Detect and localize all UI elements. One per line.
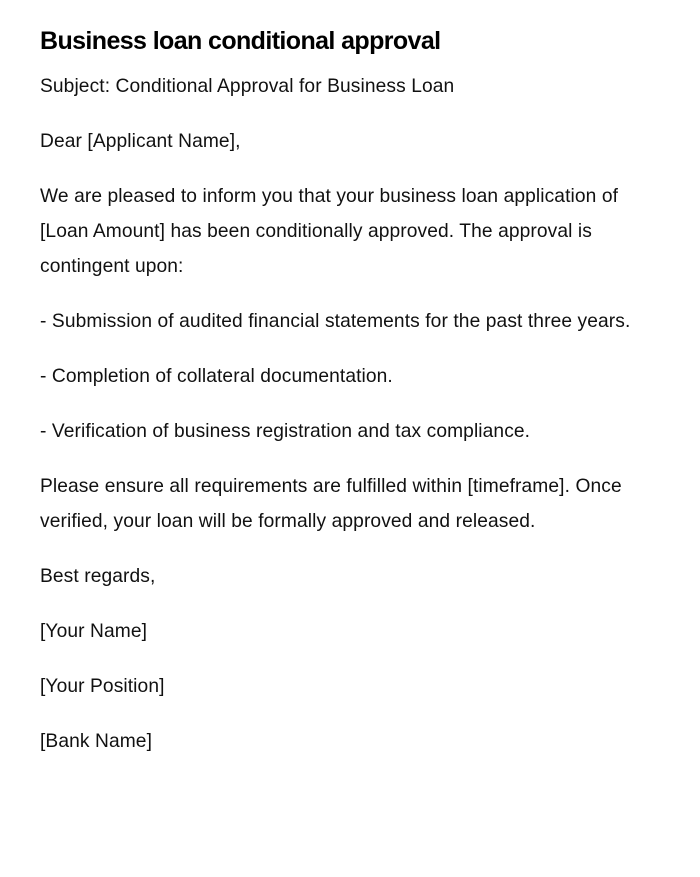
signature-position: [Your Position] [40, 676, 165, 697]
signature-name: [Your Name] [40, 621, 148, 642]
condition-item: - Verification of business registration and tax compliance. [40, 421, 531, 442]
condition-item: - Submission of audited financial statements for the past three years. [40, 311, 631, 332]
conditions-list [40, 304, 660, 449]
document-title: Business loan conditional approval [40, 27, 441, 55]
closing-paragraph: Please ensure all requirements are fulfilled within [timeframe]. Once verified, your loan will be formally approved and released. [40, 476, 622, 532]
subject-line: Subject: Conditional Approval for Business Loan [40, 76, 455, 97]
letter-document [40, 0, 660, 759]
signature-bank: [Bank Name] [40, 731, 153, 752]
sign-off: Best regards, [40, 566, 156, 587]
intro-paragraph: We are pleased to inform you that your business loan application of [Loan Amount] has been conditionally approved. The approval is contingent upon: [40, 186, 619, 277]
condition-item: - Completion of collateral documentation. [40, 366, 393, 387]
salutation: Dear [Applicant Name], [40, 131, 241, 152]
